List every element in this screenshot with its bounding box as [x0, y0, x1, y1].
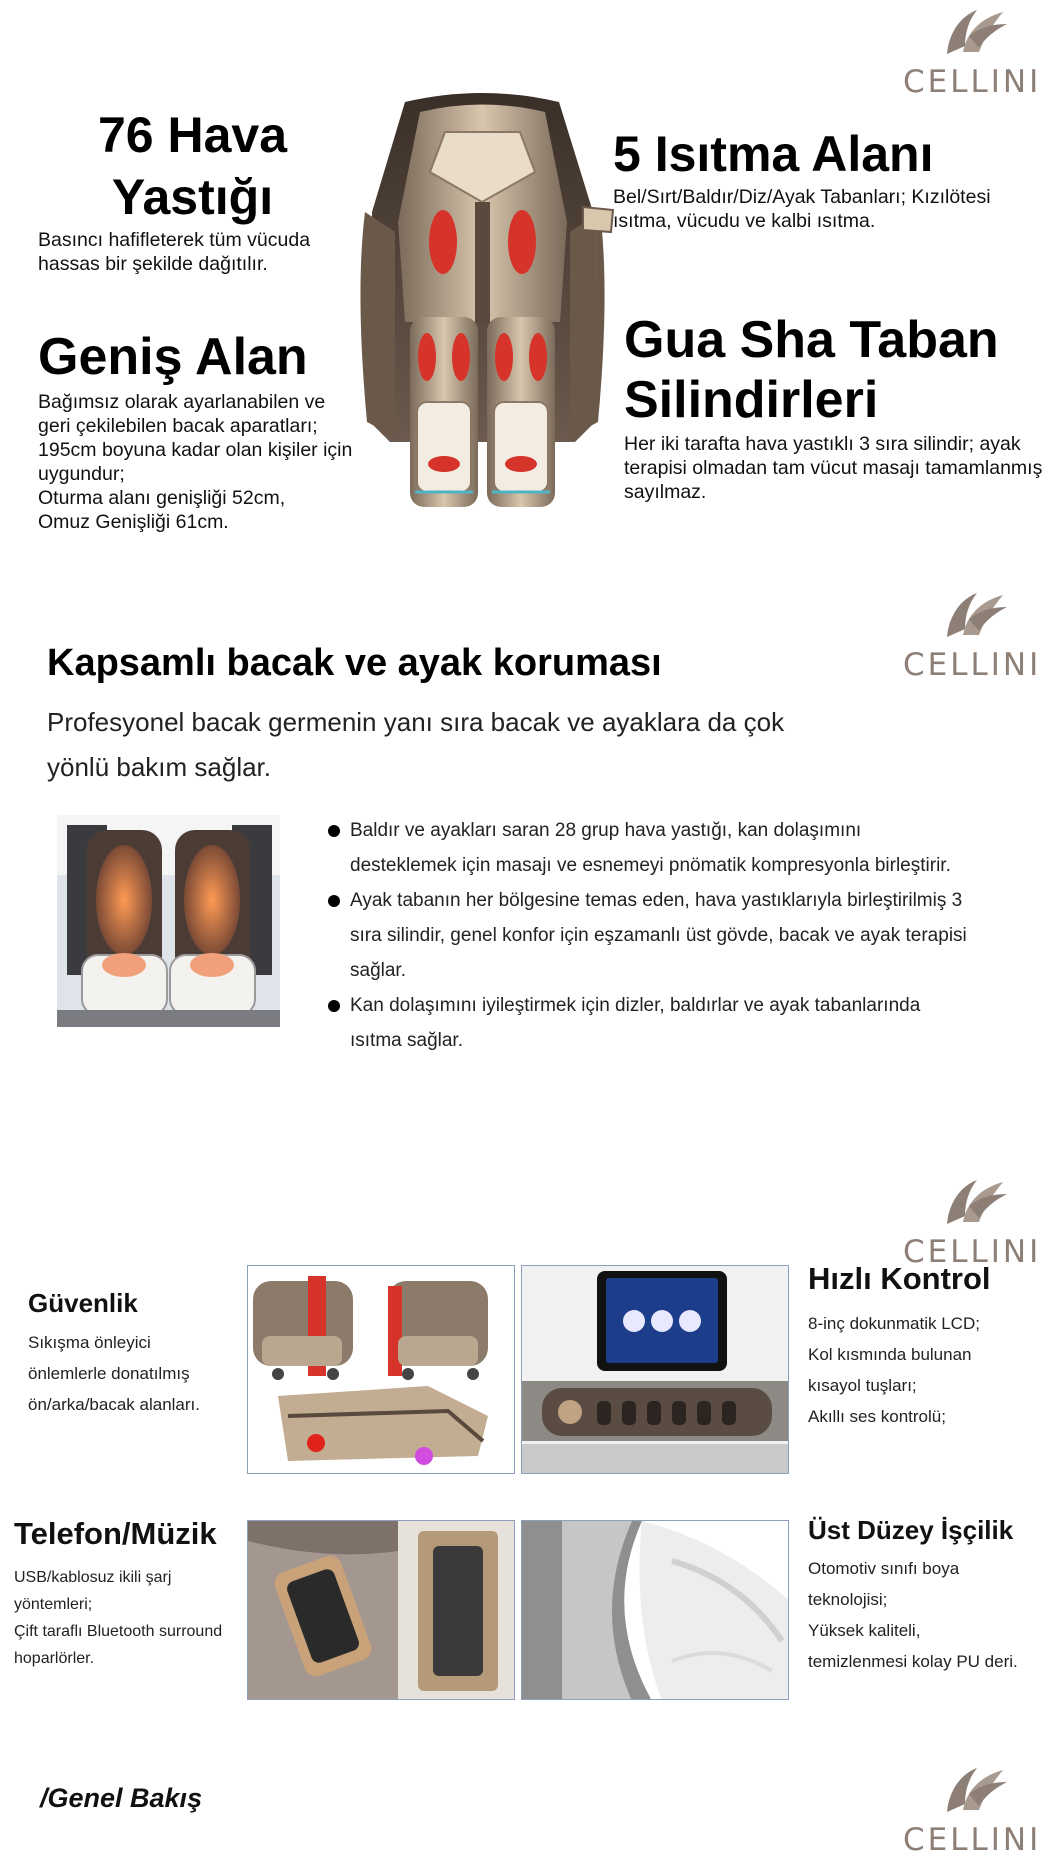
- touchscreen-controls-image: [522, 1266, 789, 1474]
- gua-sha-title: Gua Sha Taban Silindirleri: [624, 311, 999, 429]
- safety-desc-line: Sıkışma önleyici: [28, 1333, 151, 1352]
- wide-area-title: Geniş Alan: [38, 328, 308, 386]
- craftsmanship-desc: [808, 1553, 1048, 1677]
- craftsmanship-image-panel: [521, 1520, 789, 1700]
- airbags-title: 76 Hava Yastığı: [97, 107, 288, 225]
- overview-label: /Genel Bakış: [40, 1783, 203, 1813]
- anti-pinch-chair-image: [248, 1266, 515, 1474]
- wide-area-desc-line: Bağımsız olarak ayarlanabilen ve geri çekilebilen bacak aparatları;: [38, 391, 326, 437]
- craftsmanship-desc-line: teknolojisi;: [808, 1590, 888, 1609]
- cellini-logo: [903, 1172, 1042, 1272]
- feather-logo-icon: [939, 2, 1011, 60]
- heating-title: 5 Isıtma Alanı: [613, 126, 934, 182]
- phone-music-desc-line: yöntemleri;: [14, 1596, 93, 1613]
- wide-area-desc: [38, 390, 358, 534]
- logo-text: CELLINI: [903, 1234, 1042, 1270]
- leather-finish-image: [522, 1521, 789, 1700]
- legs-section-title: Kapsamlı bacak ve ayak koruması: [47, 642, 662, 684]
- massage-chair-front-image: [345, 92, 620, 512]
- quick-control-title: Hızlı Kontrol: [808, 1261, 991, 1296]
- cellini-logo: [903, 1760, 1042, 1860]
- phone-music-desc-line: hoparlörler.: [14, 1650, 95, 1667]
- logo-text: CELLINI: [903, 64, 1042, 100]
- safety-image-panel: [247, 1265, 515, 1474]
- leg-massage-heat-image: [57, 815, 280, 1027]
- phone-music-desc-line: Çift taraflı Bluetooth surround: [14, 1623, 223, 1640]
- craftsmanship-desc-line: temizlenmesi kolay PU deri.: [808, 1652, 1018, 1671]
- craftsmanship-desc-line: Otomotiv sınıfı boya: [808, 1559, 960, 1578]
- wireless-charging-image: [248, 1521, 515, 1700]
- safety-title: Güvenlik: [28, 1288, 138, 1318]
- phone-music-image-panel: [247, 1520, 515, 1700]
- safety-desc: [28, 1327, 238, 1420]
- legs-section-subtitle: Profesyonel bacak germenin yanı sıra bacak ve ayaklara da çok yönlü bakım sağlar.: [47, 707, 785, 782]
- wide-area-desc-line: Oturma alanı genişliği 52cm,: [38, 487, 286, 509]
- feather-logo-icon: [939, 585, 1011, 643]
- logo-text: CELLINI: [903, 1822, 1042, 1858]
- legs-bullet-list: [328, 813, 968, 1058]
- feather-logo-icon: [939, 1172, 1011, 1230]
- list-item: Ayak tabanın her bölgesine temas eden, hava yastıklarıyla birleştirilmiş 3 sıra silindir, genel konfor için eşzamanlı üst gövde, bacak ve ayak terapisi sağlar.: [328, 883, 968, 988]
- quick-control-desc-line: kısayol tuşları;: [808, 1376, 917, 1395]
- phone-music-title: Telefon/Müzik: [14, 1516, 217, 1551]
- phone-music-desc-line: USB/kablosuz ikili şarj: [14, 1569, 172, 1586]
- list-item: Kan dolaşımını iyileştirmek için dizler, baldırlar ve ayak tabanlarında ısıtma sağlar.: [328, 988, 968, 1058]
- craftsmanship-title: Üst Düzey İşçilik: [808, 1515, 1014, 1545]
- airbags-desc: Basıncı hafifleterek tüm vücuda hassas bir şekilde dağıtılır.: [38, 229, 311, 275]
- safety-desc-line: önlemlerle donatılmış: [28, 1364, 190, 1383]
- heating-desc: Bel/Sırt/Baldır/Diz/Ayak Tabanları; Kızılötesi ısıtma, vücudu ve kalbi ısıtma.: [613, 186, 991, 232]
- quick-control-image-panel: [521, 1265, 789, 1474]
- cellini-logo: [903, 2, 1042, 102]
- quick-control-desc-line: 8-inç dokunmatik LCD;: [808, 1314, 980, 1333]
- cellini-logo: [903, 585, 1042, 685]
- phone-music-desc: [14, 1564, 244, 1672]
- logo-text: CELLINI: [903, 647, 1042, 683]
- wide-area-desc-line: 195cm boyuna kadar olan kişiler için uygundur;: [38, 439, 353, 485]
- wide-area-desc-line: Omuz Genişliği 61cm.: [38, 511, 229, 533]
- list-item: Baldır ve ayakları saran 28 grup hava yastığı, kan dolaşımını desteklemek için masajı ve esnemeyi pnömatik kompresyonla birleştirir.: [328, 813, 968, 883]
- feather-logo-icon: [939, 1760, 1011, 1818]
- safety-desc-line: ön/arka/bacak alanları.: [28, 1395, 200, 1414]
- gua-sha-desc: Her iki tarafta hava yastıklı 3 sıra silindir; ayak terapisi olmadan tam vücut masajı tamamlanmış sayılmaz.: [624, 433, 1043, 503]
- quick-control-desc: [808, 1308, 1048, 1432]
- craftsmanship-desc-line: Yüksek kaliteli,: [808, 1621, 921, 1640]
- quick-control-desc-line: Kol kısmında bulunan: [808, 1345, 972, 1364]
- quick-control-desc-line: Akıllı ses kontrolü;: [808, 1407, 946, 1426]
